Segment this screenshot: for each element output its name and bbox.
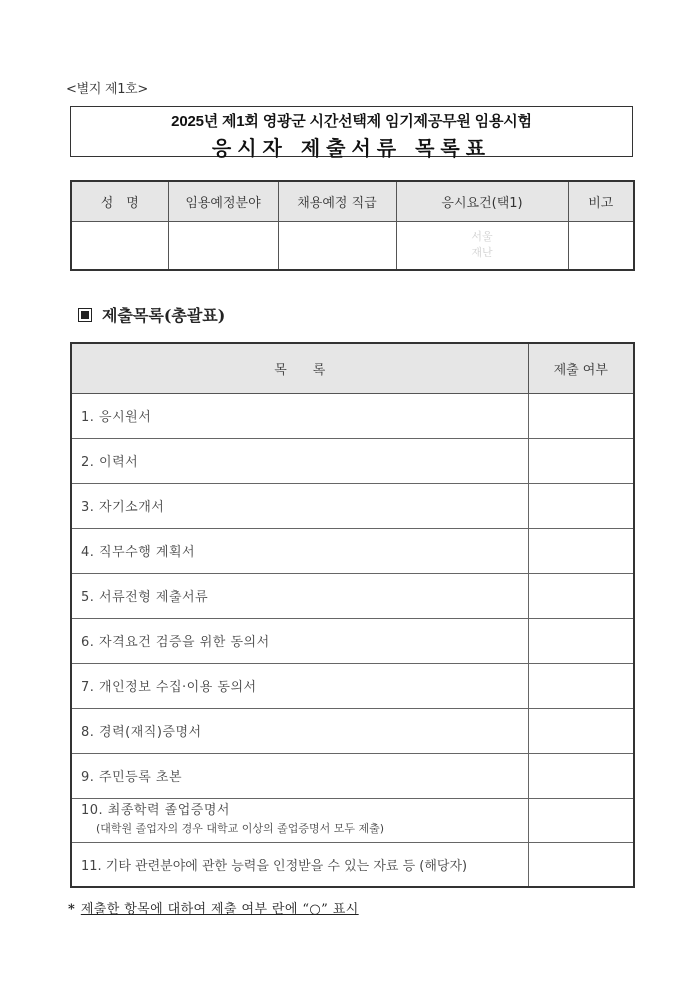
submitted-cell[interactable] (528, 438, 634, 483)
submitted-cell[interactable] (528, 663, 634, 708)
submitted-cell[interactable] (528, 708, 634, 753)
applicant-info-table (70, 180, 635, 271)
footnote (68, 898, 359, 917)
requirement-cell[interactable] (396, 221, 568, 270)
header-name: 성 명 (71, 181, 168, 221)
table-row (71, 393, 634, 438)
title-box (70, 106, 633, 160)
header-rank: 채용예정 직급 (278, 181, 396, 221)
document-title: 2025년 제1회 영광군 시간선택제 임기제공무원 임용시험 (171, 113, 532, 130)
table-row (71, 528, 634, 573)
table-row (71, 438, 634, 483)
item-label: 7. 개인정보 수집·이용 동의서 (71, 663, 528, 708)
table-row (71, 573, 634, 618)
item-label: 11. 기타 관련분야에 관한 능력을 인정받을 수 있는 자료 등 (해당자) (71, 842, 528, 887)
submitted-cell[interactable] (528, 483, 634, 528)
section-heading-text: 제출목록(총괄표) (102, 306, 226, 325)
table-row (71, 842, 634, 887)
requirement-option-seoul: 서울 (471, 230, 493, 244)
footnote-marker: * (68, 902, 75, 917)
submission-list-table (70, 342, 635, 888)
document-subtitle: 응시자 제출서류 목록표 (211, 136, 492, 160)
submitted-cell[interactable] (528, 393, 634, 438)
item-label: 5. 서류전형 제출서류 (71, 573, 528, 618)
applicant-header-row (71, 181, 634, 221)
name-cell[interactable] (71, 221, 168, 270)
item-label: 2. 이력서 (71, 438, 528, 483)
applicant-data-row (71, 221, 634, 270)
attachment-label: <별지 제1호> (66, 82, 149, 97)
item-label: 1. 응시원서 (71, 393, 528, 438)
table-row (71, 753, 634, 798)
submitted-cell[interactable] (528, 842, 634, 887)
header-submitted: 제출 여부 (528, 343, 634, 393)
filled-square-icon (78, 308, 92, 322)
section-heading (78, 303, 225, 326)
item-label: 6. 자격요건 검증을 위한 동의서 (71, 618, 528, 663)
item-label: 4. 직무수행 계획서 (71, 528, 528, 573)
submitted-cell[interactable] (528, 798, 634, 842)
table-row (71, 708, 634, 753)
item-label: 3. 자기소개서 (71, 483, 528, 528)
item-label: 8. 경력(재직)증명서 (71, 708, 528, 753)
table-row (71, 663, 634, 708)
table-row (71, 798, 634, 842)
submitted-cell[interactable] (528, 528, 634, 573)
rank-cell[interactable] (278, 221, 396, 270)
table-row (71, 483, 634, 528)
submitted-cell[interactable] (528, 618, 634, 663)
footnote-text: 제출한 항목에 대하여 제출 여부 란에 “○” 표시 (80, 902, 359, 917)
submitted-cell[interactable] (528, 753, 634, 798)
requirement-option-disaster: 재난 (471, 246, 493, 260)
header-requirement: 응시요건(택1) (396, 181, 568, 221)
field-cell[interactable] (168, 221, 278, 270)
submitted-cell[interactable] (528, 573, 634, 618)
item-label: 9. 주민등록 초본 (71, 753, 528, 798)
header-list: 목 록 (71, 343, 528, 393)
submission-header-row (71, 343, 634, 393)
item-note: (대학원 졸업자의 경우 대학교 이상의 졸업증명서 모두 제출) (96, 822, 385, 835)
remarks-cell[interactable] (568, 221, 634, 270)
header-field: 임용예정분야 (168, 181, 278, 221)
table-row (71, 618, 634, 663)
item-label: 10. 최종학력 졸업증명서 (81, 803, 230, 818)
item-label-cell (71, 798, 528, 842)
header-remarks: 비고 (568, 181, 634, 221)
